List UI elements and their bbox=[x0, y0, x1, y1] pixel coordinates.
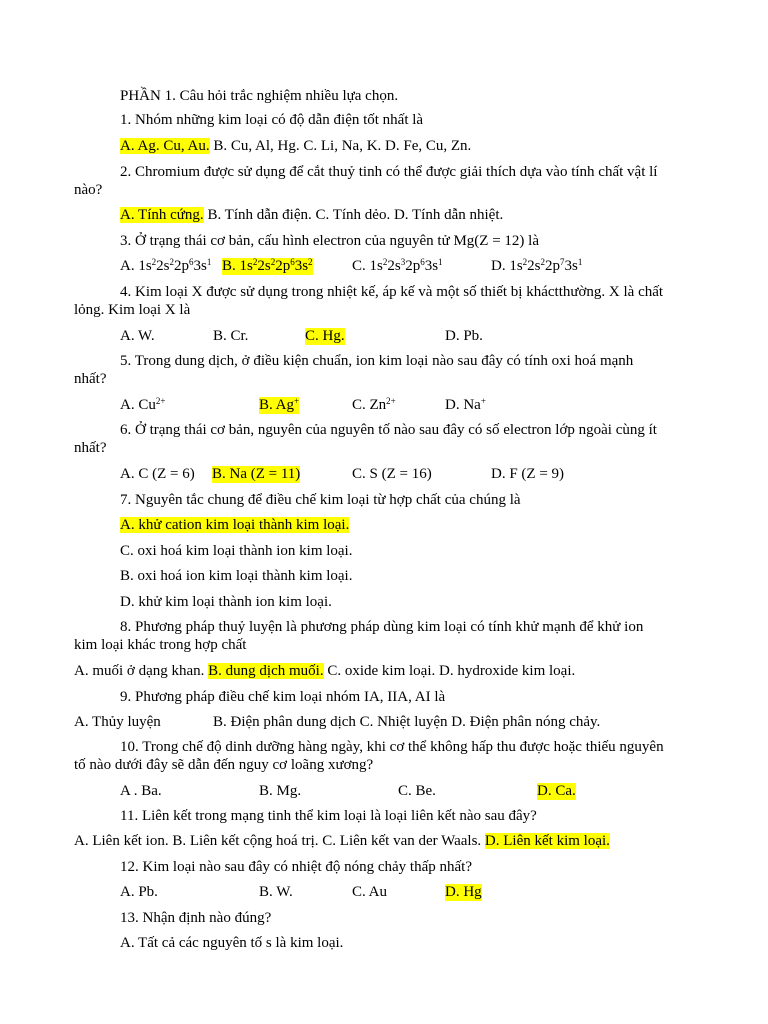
answer-b: B. Ag+ bbox=[259, 396, 300, 413]
answer-options: B. Tính dẫn điện. C. Tính dẻo. D. Tính dẫn nhiệt. bbox=[203, 207, 504, 223]
answer-b: B. $1s^22s^22p^63s^2$ bbox=[222, 257, 313, 274]
answer-b: B. Cr. bbox=[213, 328, 249, 344]
question-8: 8. Phương pháp thuỷ luyện là phương pháp dùng kim loại có tính khử mạnh để khử ion bbox=[120, 619, 644, 635]
question-3: 3. Ở trạng thái cơ bản, cấu hình electron của nguyên tử Mg(Z = 12) là bbox=[120, 233, 539, 249]
answer-a: A. W. bbox=[120, 328, 155, 344]
highlighted-answer: B. dung dịch muối. bbox=[208, 663, 324, 679]
highlighted-answer: A. Ag. Cu, Au. bbox=[120, 138, 210, 154]
answer-c: C. Au bbox=[352, 884, 388, 900]
answers-11: A. Liên kết ion. B. Liên kết cộng hoá trị. C. Liên kết van der Waals. D. Liên kết kim loại. bbox=[74, 833, 610, 849]
answer-7a bbox=[120, 517, 740, 534]
answer-a: A. $Cu^{2+}$ bbox=[120, 396, 166, 413]
answer-options: B. Cu, Al, Hg. C. Li, Na, K. D. Fe, Cu, Zn. bbox=[209, 138, 472, 154]
answer-7b: B. oxi hoá ion kim loại thành kim loại. bbox=[120, 568, 353, 584]
answer-7d: D. khử kim loại thành ion kim loại. bbox=[120, 594, 332, 610]
answer-a: A . Ba. bbox=[120, 783, 162, 799]
question-9: 9. Phương pháp điều chế kim loại nhóm IA, IIA, AI là bbox=[120, 689, 446, 705]
question-6-cont: nhất? bbox=[74, 440, 107, 456]
answer-d: D. Pb. bbox=[445, 328, 483, 344]
answer-a: A. $1s^22s^22p^63s^1$ bbox=[120, 257, 212, 274]
answer-b: B. Mg. bbox=[259, 783, 302, 799]
answers-2 bbox=[120, 207, 740, 224]
answer-d: D. F (Z = 9) bbox=[491, 466, 565, 482]
answer-b: B. W. bbox=[259, 884, 293, 900]
answers-1 bbox=[120, 138, 740, 155]
question-11: 11. Liên kết trong mạng tinh thể kim loại là loại liên kết nào sau đây? bbox=[120, 808, 537, 824]
question-13: 13. Nhận định nào đúng? bbox=[120, 910, 272, 926]
answer-c: C. Hg. bbox=[305, 328, 345, 344]
question-4: 4. Kim loại X được sử dụng trong nhiệt kế, áp kế và một số thiết bị kháctthường. X là chất bbox=[120, 284, 664, 300]
answer-d: D. $1s^22s^22p^73s^1$ bbox=[491, 257, 583, 274]
question-2: 2. Chromium được sử dụng để cắt thuỷ tinh có thể được giải thích dựa vào tính chất vật lí bbox=[120, 164, 658, 180]
answers-8: A. muối ở dạng khan. B. dung dịch muối. C. oxide kim loại. D. hydroxide kim loại. bbox=[74, 663, 576, 679]
question-2-cont: nào? bbox=[74, 182, 103, 198]
answer-c: C. Be. bbox=[398, 783, 436, 799]
answer-a: A. Thủy luyện bbox=[74, 714, 161, 730]
answer-7c: C. oxi hoá kim loại thành ion kim loại. bbox=[120, 543, 353, 559]
question-10: 10. Trong chế độ dinh dưỡng hàng ngày, khi cơ thể không hấp thu được hoặc thiếu nguyên bbox=[120, 739, 664, 755]
question-5: 5. Trong dung dịch, ở điều kiện chuẩn, ion kim loại nào sau đây có tính oxi hoá mạnh bbox=[120, 353, 634, 369]
question-12: 12. Kim loại nào sau đây có nhiệt độ nóng chảy thấp nhất? bbox=[120, 859, 472, 875]
answer-13a: A. Tất cả các nguyên tố s là kim loại. bbox=[120, 935, 344, 951]
highlighted-answer: A. khử cation kim loại thành kim loại. bbox=[120, 517, 350, 533]
question-4-cont: lỏng. Kim loại X là bbox=[74, 302, 191, 318]
answer-options: B. Điện phân dung dịch C. Nhiệt luyện D. Điện phân nóng chảy. bbox=[213, 714, 601, 730]
answer-c: C. S (Z = 16) bbox=[352, 466, 432, 482]
question-8-cont: kim loại khác trong hợp chất bbox=[74, 637, 247, 653]
question-10-cont: tố nào dưới đây sẽ dẫn đến nguy cơ loãng xương? bbox=[74, 757, 374, 773]
question-6: 6. Ở trạng thái cơ bản, nguyên của nguyên tố nào sau đây có số electron lớp ngoài cùng ít bbox=[120, 422, 657, 438]
answer-c: C. $Zn^{2+}$ bbox=[352, 396, 396, 413]
answer-d: D. Ca. bbox=[537, 783, 576, 799]
question-7: 7. Nguyên tắc chung để điều chế kim loại từ hợp chất của chúng là bbox=[120, 492, 521, 508]
highlighted-answer: D. Liên kết kim loại. bbox=[484, 833, 610, 849]
question-5-cont: nhất? bbox=[74, 371, 107, 387]
answer-b: B. Na (Z = 11) bbox=[212, 466, 301, 482]
highlighted-answer: A. Tính cứng. bbox=[120, 207, 204, 223]
answer-a: A. C (Z = 6) bbox=[120, 466, 195, 482]
question-1: 1. Nhóm những kim loại có độ dẫn điện tốt nhất là bbox=[120, 112, 424, 128]
answer-a: A. Pb. bbox=[120, 884, 158, 900]
answer-c: C. $1s^22s^32p^63s^1$ bbox=[352, 257, 443, 274]
answer-d: D. Hg bbox=[445, 884, 482, 900]
section-header: PHẦN 1. Câu hỏi trắc nghiệm nhiều lựa chọn. bbox=[120, 88, 399, 104]
answer-d: D. Na+ bbox=[445, 396, 486, 413]
